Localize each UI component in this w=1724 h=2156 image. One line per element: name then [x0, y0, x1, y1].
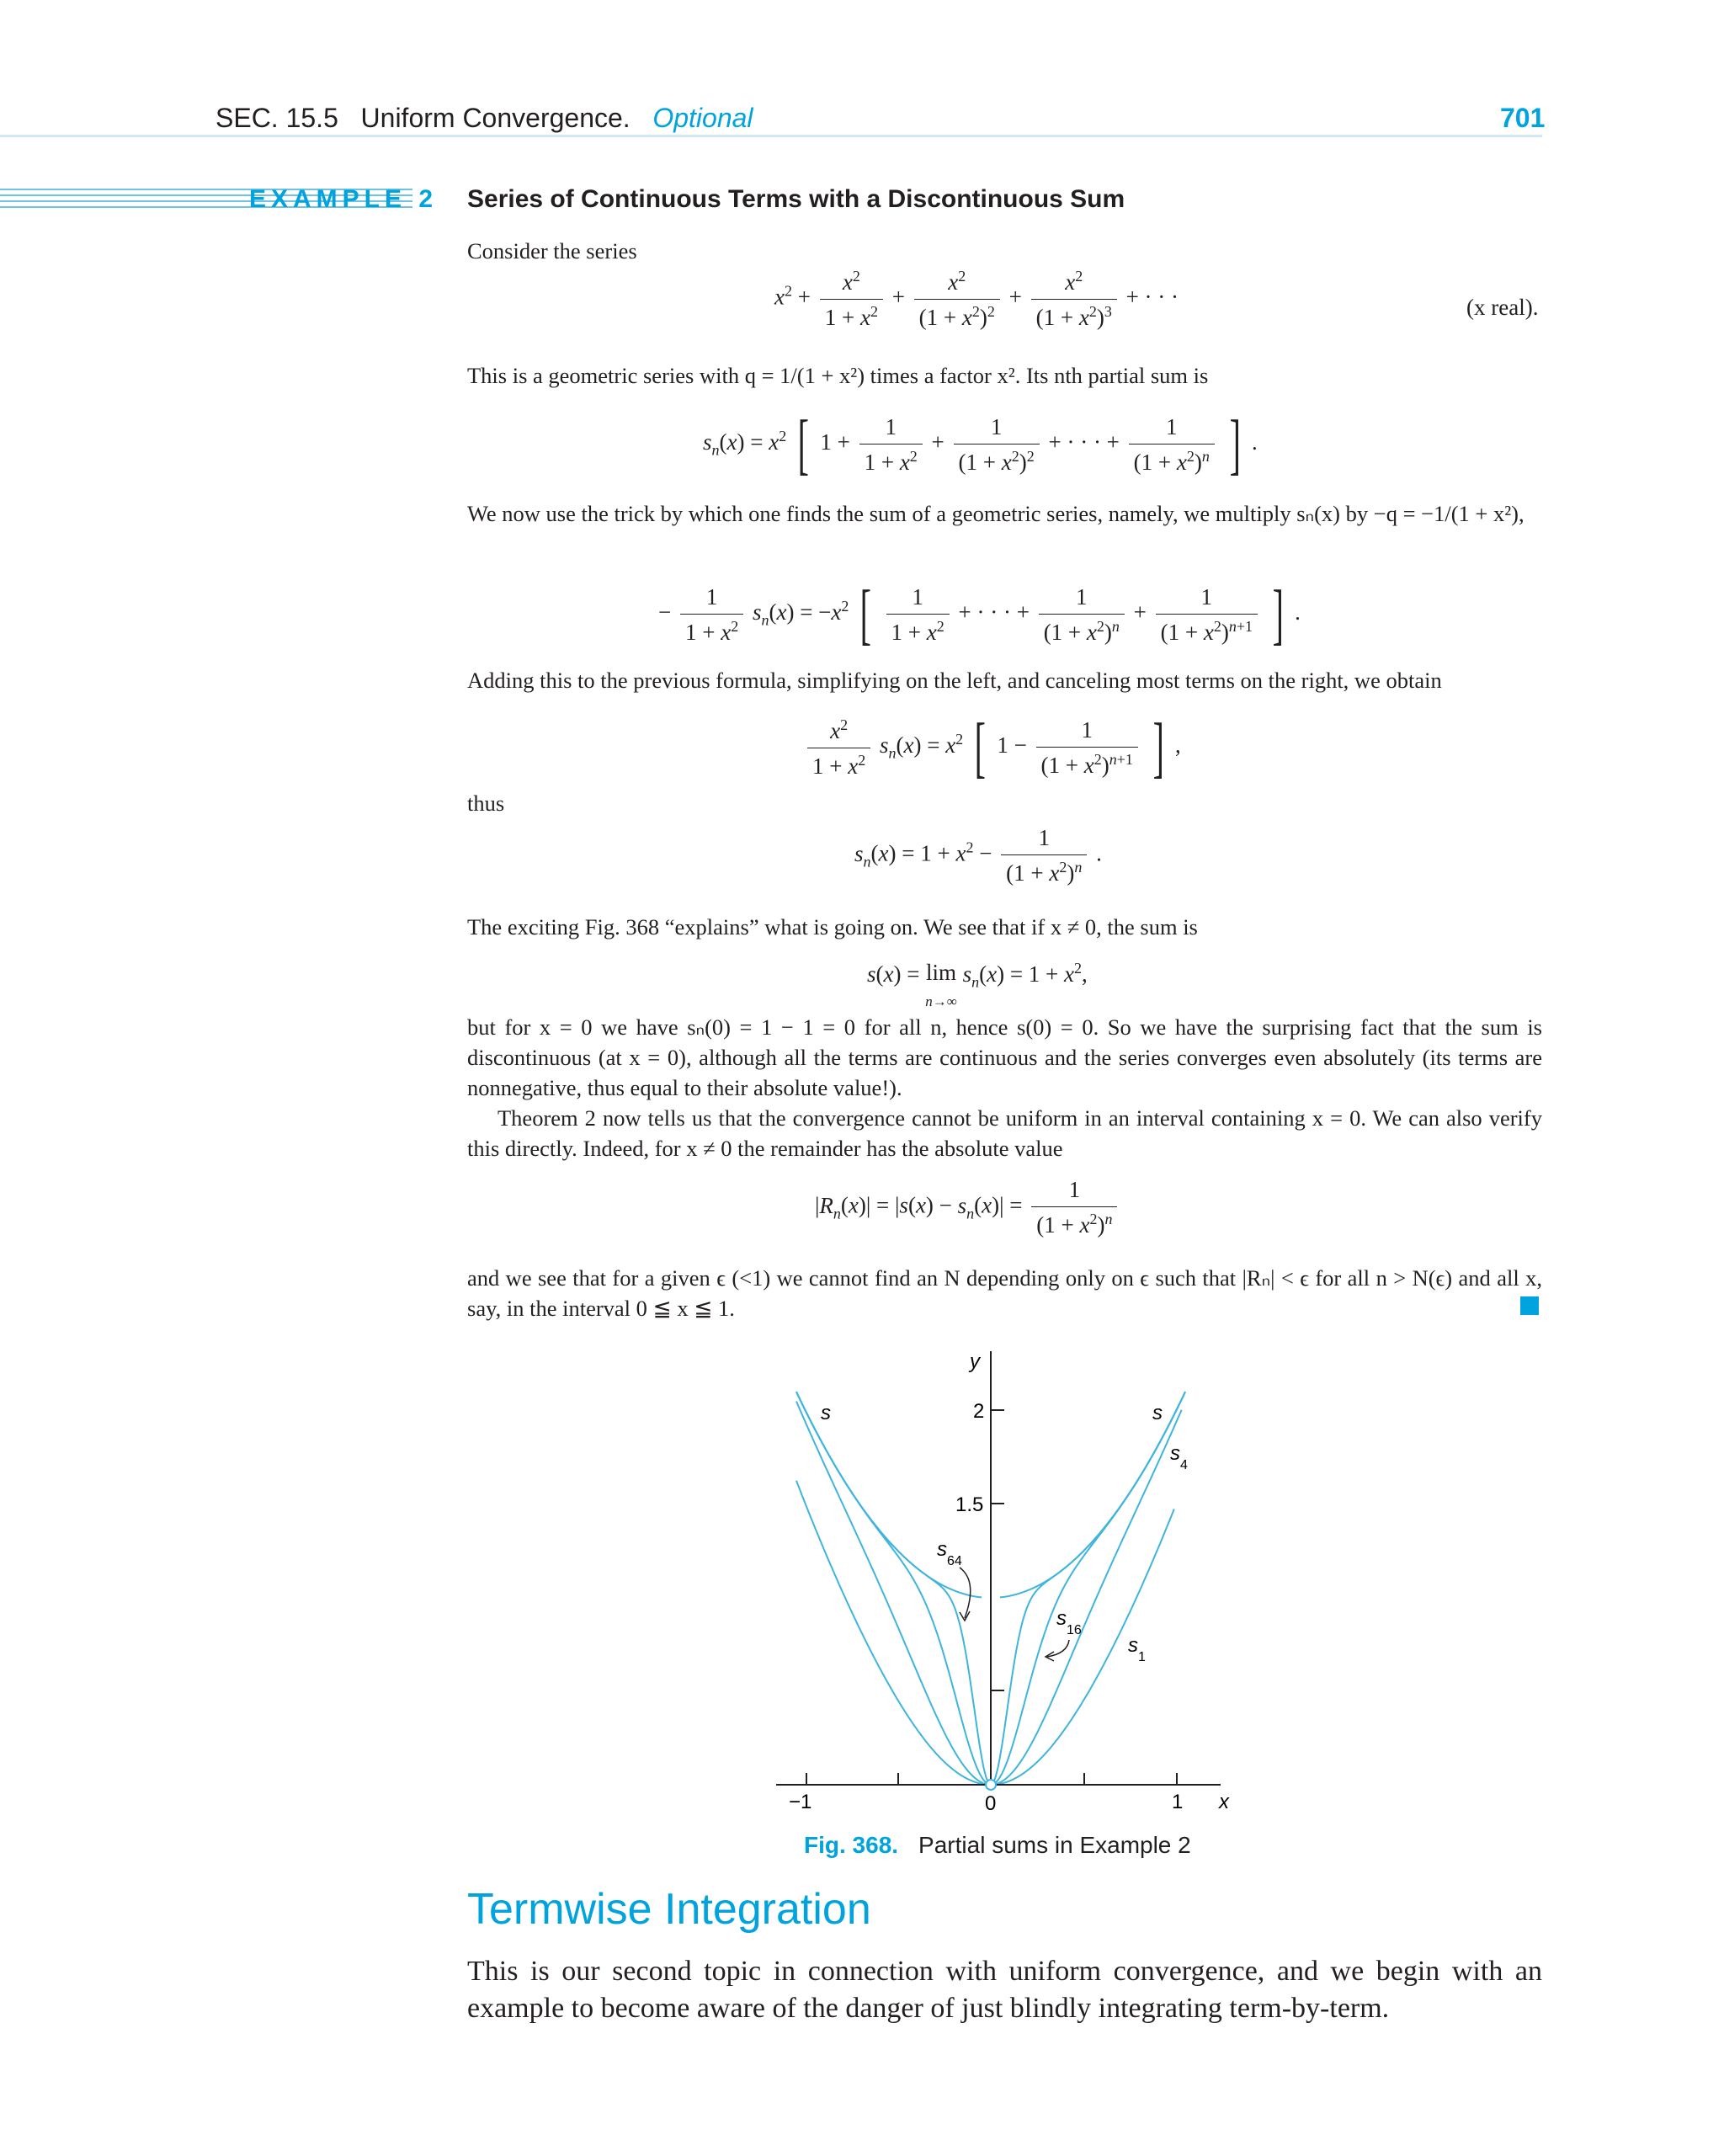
- header-rule: [0, 135, 1542, 137]
- y-tick-label-2: 2: [973, 1400, 985, 1423]
- curve-label-s1: [1128, 1634, 1146, 1664]
- curve-label-s64-sub: 64: [947, 1554, 962, 1568]
- figure-caption: [804, 1832, 1191, 1859]
- optional-tag: Optional: [652, 103, 753, 133]
- x-tick-label-0: 0: [985, 1792, 997, 1815]
- y-axis-label: y: [970, 1350, 980, 1373]
- curve-label-s4: [1170, 1442, 1188, 1472]
- curve-label-s64: [937, 1538, 962, 1568]
- curve-label-s16-base: s: [1056, 1607, 1067, 1630]
- paragraph-1: Consider the series: [467, 238, 637, 264]
- paragraph-5: The exciting Fig. 368 “explains” what is going on. We see that if x ≠ 0, the sum is: [467, 914, 1198, 940]
- paragraph-2: This is a geometric series with q = 1/(1 + x²) times a factor x². Its nth partial sum is: [467, 363, 1209, 388]
- equation-series: $x^2$ + $\frac{x^2}{1 + x^2}$ + $\frac{x^2}{(1 + x^2)^2}$ + $\frac{x^2}{(1 + x^2)^3}$ + · · ·: [774, 268, 1179, 330]
- running-header: [216, 103, 753, 134]
- x-tick-label-1: 1: [1172, 1791, 1184, 1813]
- equation-partial-sum: $s_n(x) = x^2$ [ 1 + $\frac{1}{1 + x^2}$ + $\frac{1}{(1 + x^2)^2}$ + · · · + $\frac{1}{(1 + x^2)^n}$ ] .: [703, 407, 1258, 482]
- curve-label-s1-sub: 1: [1138, 1650, 1146, 1664]
- s64-arrowhead: [960, 1611, 970, 1621]
- curve-label-s-left: s: [821, 1402, 831, 1424]
- curve-s1-right: [991, 1509, 1174, 1786]
- equation-limit: s(x) = lim n→∞ $s_n(x) = 1 + x^2$,: [867, 960, 1088, 1009]
- origin-open-point: [986, 1780, 996, 1790]
- paragraph-3: We now use the trick by which one finds the sum of a geometric series, namely, we multiply sₙ(x) by −q = −1/(1 + x²),: [467, 501, 1524, 526]
- equation-multiplied: − $\frac{1}{1 + x^2}$ $s_n(x) = -x^2$ [ $\frac{1}{1 + x^2}$ + · · · + $\frac{1}{(1 + x^2)^n}$ + $\frac{1}{(1 + x^2)^{n+1}}$ ] .: [658, 578, 1301, 652]
- curve-s4-right: [991, 1410, 1182, 1785]
- curve-label-s64-base: s: [937, 1538, 947, 1561]
- example-label: EXAMPLE 2: [249, 185, 439, 213]
- paragraph-4: Adding this to the previous formula, simplifying on the left, and canceling most terms on the right, we obtain: [467, 668, 1442, 693]
- section-title: Uniform Convergence.: [360, 103, 631, 133]
- figure-caption-label: Fig. 368.: [804, 1832, 899, 1858]
- end-of-example-mark: [1520, 1296, 1539, 1315]
- paragraph-8: and we see that for a given ϵ (<1) we cannot find an N depending only on ϵ such that |Rₙ| < ϵ for all n > N(ϵ) and all x, say, in the interval 0 ≦ x ≦ 1.: [467, 1265, 1542, 1321]
- example-title: Series of Continuous Terms with a Discontinuous Sum: [467, 185, 1125, 213]
- equation-sum-left: $\frac{x^2}{1 + x^2}$ $s_n(x) = x^2$ [ 1 − $\frac{1}{(1 + x^2)^{n+1}}$ ] ,: [804, 714, 1181, 781]
- section-intro: This is our second topic in connection with uniform convergence, and we begin with an example to become aware of the danger of just blindly integrating term-by-term.: [467, 1956, 1542, 2024]
- section-heading: Termwise Integration: [467, 1885, 871, 1934]
- equation-remainder: $|R_n(x)| = |s(x) - s_n(x)|$ = $\frac{1}{(1 + x^2)^n}$: [815, 1177, 1120, 1238]
- thus-text: thus: [467, 791, 505, 816]
- figure-caption-text: Partial sums in Example 2: [918, 1832, 1191, 1858]
- paragraph-6: but for x = 0 we have sₙ(0) = 1 − 1 = 0 for all n, hence s(0) = 0. So we have the surprising fact that the sum is discontinuous (at x = 0), although all the terms are continuous and the series converges even absolutely (its terms are nonnegative, thus equal to their absolute value!).: [467, 1014, 1542, 1100]
- curve-label-s-right: s: [1152, 1402, 1163, 1424]
- x-tick-label-minus1: −1: [789, 1791, 812, 1813]
- page-number: 701: [1500, 103, 1546, 133]
- y-tick-label-1-5: 1.5: [955, 1493, 984, 1516]
- x-real-note: (x real).: [1466, 295, 1539, 320]
- curve-label-s1-base: s: [1128, 1634, 1138, 1657]
- equation-sn: $s_n(x) = 1 + x^2$ − $\frac{1}{(1 + x^2)^n}$ .: [854, 825, 1102, 886]
- x-axis-label: x: [1219, 1791, 1229, 1813]
- paragraph-7: Theorem 2 now tells us that the convergence cannot be uniform in an interval containing x = 0. We can also verify this directly. Indeed, for x ≠ 0 the remainder has the absolute value: [467, 1105, 1542, 1161]
- figure-368: [758, 1347, 1246, 1818]
- curve-label-s16-sub: 16: [1067, 1623, 1082, 1637]
- curve-s64-left: [796, 1392, 991, 1785]
- curve-label-s16: [1056, 1607, 1082, 1637]
- curve-label-s4-sub: 4: [1180, 1458, 1188, 1472]
- curve-label-s4-base: s: [1170, 1442, 1180, 1465]
- section-number: SEC. 15.5: [216, 103, 338, 133]
